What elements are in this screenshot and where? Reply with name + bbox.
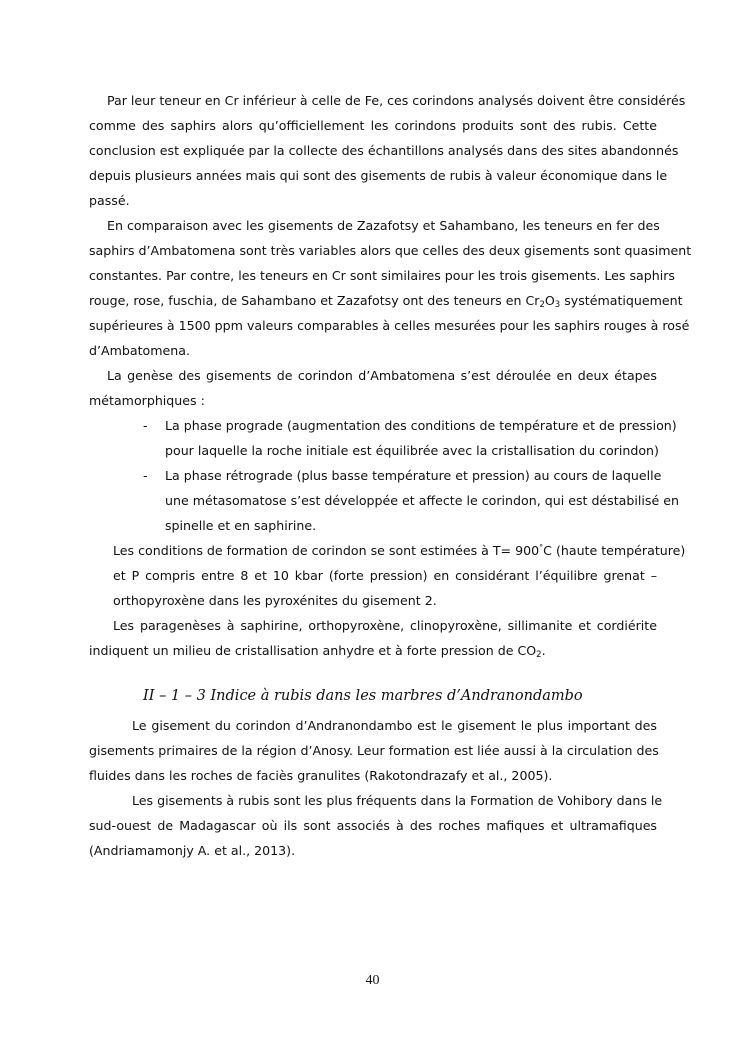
text-line: orthopyroxène dans les pyroxénites du gisement 2. bbox=[113, 593, 437, 608]
text-line: Par leur teneur en Cr inférieur à celle de Fe, ces corindons analysés doivent être considérés bbox=[107, 93, 686, 108]
text-line: Les paragenèses à saphirine, orthopyroxène, clinopyroxène, sillimanite et cordiérite bbox=[113, 618, 657, 633]
text-segment: indiquent un milieu de cristallisation anhydre et à forte pression de CO bbox=[89, 643, 537, 658]
text-segment: O bbox=[544, 293, 555, 308]
text-line: constantes. Par contre, les teneurs en Cr sont similaires pour les trois gisements. Les saphirs bbox=[89, 268, 675, 283]
text-line: (Andriamamonjy A. et al., 2013). bbox=[89, 843, 296, 858]
text-line: depuis plusieurs années mais qui sont des gisements de rubis à valeur économique dans le bbox=[89, 168, 668, 183]
subscript: 2 bbox=[539, 300, 545, 310]
text-line: pour laquelle la roche initiale est équilibrée avec la cristallisation du corindon) bbox=[165, 443, 659, 458]
text-line: métamorphiques : bbox=[89, 393, 205, 408]
text-line: La genèse des gisements de corindon d’Ambatomena s’est déroulée en deux étapes bbox=[107, 368, 657, 383]
text-line: passé. bbox=[89, 193, 130, 208]
page-number: 40 bbox=[365, 973, 380, 988]
text-line: supérieures à 1500 ppm valeurs comparables à celles mesurées pour les saphirs rouges à rosé bbox=[89, 318, 690, 333]
text-line: fluides dans les roches de faciès granulites (Rakotondrazafy et al., 2005). bbox=[89, 768, 553, 783]
text-line: sud-ouest de Madagascar où ils sont associés à des roches mafiques et ultramafiques bbox=[89, 818, 657, 833]
text-line bbox=[113, 542, 686, 560]
text-line: spinelle et en saphirine. bbox=[165, 518, 317, 533]
degree-sign: ° bbox=[539, 543, 544, 552]
list-dash: - bbox=[143, 418, 148, 433]
subscript: 2 bbox=[536, 650, 542, 660]
text-line: saphirs d’Ambatomena sont très variables alors que celles des deux gisements sont quasiment bbox=[89, 243, 692, 258]
text-line: conclusion est expliquée par la collecte des échantillons analysés dans des sites abandonnés bbox=[89, 143, 679, 158]
text-line bbox=[89, 292, 683, 310]
text-line: En comparaison avec les gisements de Zazafotsy et Sahambano, les teneurs en fer des bbox=[107, 218, 660, 233]
text-line: La phase prograde (augmentation des conditions de température et de pression) bbox=[165, 418, 677, 433]
text-line: d’Ambatomena. bbox=[89, 343, 190, 358]
text-line: comme des saphirs alors qu’officiellement les corindons produits sont des rubis. Cette bbox=[89, 118, 657, 133]
text-segment: systématiquement bbox=[560, 293, 683, 308]
text-segment: C (haute température) bbox=[543, 543, 686, 558]
text-segment: . bbox=[541, 643, 546, 658]
text-line: Les gisements à rubis sont les plus fréquents dans la Formation de Vohibory dans le bbox=[132, 793, 663, 808]
text-line bbox=[89, 642, 657, 660]
list-dash: - bbox=[143, 468, 148, 483]
subscript: 3 bbox=[554, 300, 561, 310]
text-line: une métasomatose s’est développée et affecte le corindon, qui est déstabilisé en bbox=[165, 493, 679, 508]
text-segment: rouge, rose, fuschia, de Sahambano et Zazafotsy ont des teneurs en Cr bbox=[89, 293, 540, 308]
text-line: gisements primaires de la région d’Anosy. Leur formation est liée aussi à la circulation des bbox=[89, 743, 659, 758]
section-heading: II – 1 – 3 Indice à rubis dans les marbres d’Andranondambo bbox=[143, 688, 583, 704]
text-line: Le gisement du corindon d’Andranondambo est le gisement le plus important des bbox=[132, 718, 657, 733]
text-line: La phase rétrograde (plus basse température et pression) au cours de laquelle bbox=[165, 468, 662, 483]
text-segment: Les conditions de formation de corindon se sont estimées à T= 900 bbox=[113, 543, 540, 558]
text-line: et P compris entre 8 et 10 kbar (forte pression) en considérant l’équilibre grenat – bbox=[113, 568, 657, 583]
